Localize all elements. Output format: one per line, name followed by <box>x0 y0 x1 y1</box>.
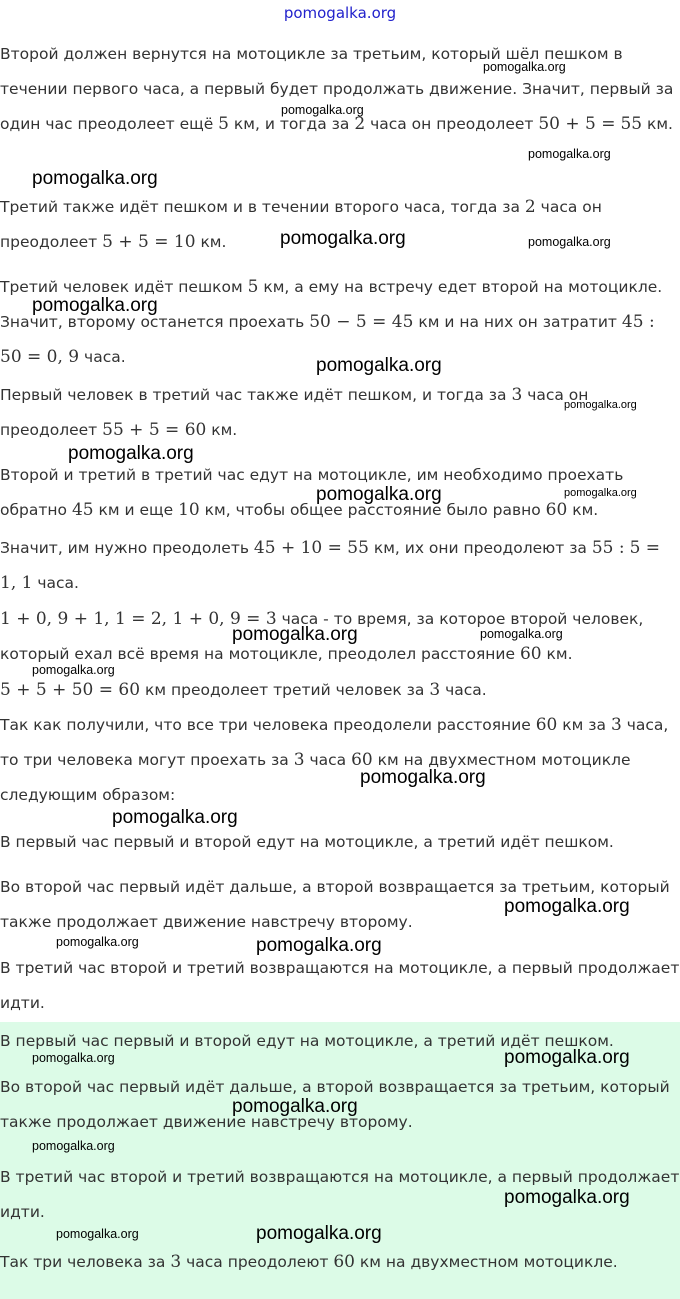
watermark: pomogalka.org <box>32 663 115 677</box>
site-header <box>0 0 680 24</box>
watermark: pomogalka.org <box>56 1227 139 1241</box>
watermark: pomogalka.org <box>316 484 442 505</box>
watermark: pomogalka.org <box>256 935 382 956</box>
math-expression: 60 <box>519 644 542 664</box>
math-expression: 45 <box>71 500 94 520</box>
math-expression: 3 <box>511 385 523 405</box>
math-expression: 50 + 5 = <box>538 114 616 134</box>
paragraph: В первый час первый и второй едут на мотоцикле, а третий идёт пешком. <box>0 1032 614 1050</box>
watermark: pomogalka.org <box>528 147 611 161</box>
paragraph: В третий час второй и третий возвращаются на мотоцикле, а первый продолжает идти. <box>0 959 680 1012</box>
math-expression: 55 + 5 = 60 <box>102 420 207 440</box>
watermark: pomogalka.org <box>480 627 563 641</box>
paragraph: Второй и третий в третий час едут на мотоцикле, им необходимо проехать обратно 45 км и еще 10 км, чтобы общее расстояние было равно 60 км. <box>0 466 624 520</box>
math-expression: 55 <box>620 114 643 134</box>
math-expression: 5 + 5 + 50 = 60 <box>0 680 141 700</box>
paragraph: Первый человек в третий час также идёт пешком, и тогда за 3 часа он преодолеет 55 + 5 = 60 км. <box>0 385 589 440</box>
paragraph: Так три человека за 3 часа преодолеют 60 км на двухместном мотоцикле. <box>0 1252 618 1272</box>
paragraph: В первый час первый и второй едут на мотоцикле, а третий идёт пешком. <box>0 833 614 851</box>
paragraph: Значит, им нужно преодолеть 45 + 10 = 55 км, их они преодолеют за 55 : 5 = 1, 1 часа. <box>0 538 661 593</box>
watermark: pomogalka.org <box>232 624 358 645</box>
math-expression: 3 <box>610 715 622 735</box>
watermark: pomogalka.org <box>504 1187 630 1208</box>
watermark: pomogalka.org <box>56 935 139 949</box>
watermark: pomogalka.org <box>280 228 406 249</box>
watermark: pomogalka.org <box>360 767 486 788</box>
paragraph: Во второй час первый идёт дальше, а второй возвращается за третьим, который также продолжает движение навстречу второму. <box>0 878 670 931</box>
math-expression: 60 <box>351 750 373 770</box>
math-expression: 5 <box>247 277 259 297</box>
watermark: pomogalka.org <box>564 399 637 411</box>
math-expression: 2 <box>524 197 536 217</box>
math-expression: 60 <box>535 715 558 735</box>
math-expression: 50 = 0, 9 <box>0 347 80 367</box>
math-expression: 10 <box>178 500 200 520</box>
paragraph: Третий человек идёт пешком 5 км, а ему на встречу едет второй на мотоцикле. Значит, второму останется проехать 50 − 5 = 45 км и на них он затратит 45 : 50 = 0, 9 часа. <box>0 277 663 367</box>
watermark: pomogalka.org <box>232 1096 358 1117</box>
math-expression: 5 <box>218 114 229 134</box>
math-expression: 60 <box>333 1252 355 1272</box>
watermark: pomogalka.org <box>32 295 158 316</box>
watermark: pomogalka.org <box>32 168 158 189</box>
paragraph: В третий час второй и третий возвращаются на мотоцикле, а первый продолжает идти. <box>0 1168 680 1221</box>
paragraph: Во второй час первый идёт дальше, а второй возвращается за третьим, который также продолжает движение навстречу второму. <box>0 1078 670 1131</box>
paragraph: Так как получили, что все три человека преодолели расстояние 60 км за 3 часа, то три человека могут проехать за 3 часа 60 км на двухместном мотоцикле следующим образом: <box>0 715 669 804</box>
watermark: pomogalka.org <box>564 487 637 499</box>
paragraph: 5 + 5 + 50 = 60 км преодолеет третий человек за 3 часа. <box>0 680 487 700</box>
watermark: pomogalka.org <box>504 1047 630 1068</box>
math-expression: 3 <box>293 750 305 770</box>
math-expression: 45 : <box>621 312 655 332</box>
math-expression: 5 + 5 = 10 <box>102 232 196 252</box>
paragraph: Третий также идёт пешком и в течении второго часа, тогда за 2 часа он преодолеет 5 + 5 = 10 км. <box>0 197 602 252</box>
math-expression: 2 <box>354 114 366 134</box>
math-expression: 1 + 0, 9 + 1, 1 = 2, 1 + 0, 9 = 3 <box>0 609 277 629</box>
watermark: pomogalka.org <box>528 235 611 249</box>
math-expression: 45 + 10 = 55 <box>253 538 369 558</box>
watermark: pomogalka.org <box>32 1139 115 1153</box>
paragraph: Второй должен вернутся на мотоцикле за третьим, который шёл пешком в течении первого часа, а первый будет продолжать движение. Значит, первый за один час преодолеет ещё 5 км, и тогда за 2 часа он преодолеет 50 + 5 = 55 км. <box>0 45 674 134</box>
watermark: pomogalka.org <box>504 896 630 917</box>
math-expression: 3 <box>170 1252 182 1272</box>
watermark: pomogalka.org <box>281 103 364 117</box>
watermark: pomogalka.org <box>256 1223 382 1244</box>
site-link[interactable]: pomogalka.org <box>283 4 397 22</box>
math-expression: 50 − 5 = 45 <box>309 312 414 332</box>
paragraph: 1 + 0, 9 + 1, 1 = 2, 1 + 0, 9 = 3 часа - то время, за которое второй человек, который ехал всё время на мотоцикле, преодолел расстояние 60 км. <box>0 609 644 664</box>
watermark: pomogalka.org <box>112 807 238 828</box>
watermark: pomogalka.org <box>32 1051 115 1065</box>
watermark: pomogalka.org <box>68 443 194 464</box>
math-expression: 55 : <box>591 538 625 558</box>
math-expression: 3 <box>429 680 441 700</box>
watermark: pomogalka.org <box>483 60 566 74</box>
math-expression: 60 <box>545 500 568 520</box>
watermark: pomogalka.org <box>316 355 442 376</box>
math-expression: 5 = 1, 1 <box>0 538 661 593</box>
